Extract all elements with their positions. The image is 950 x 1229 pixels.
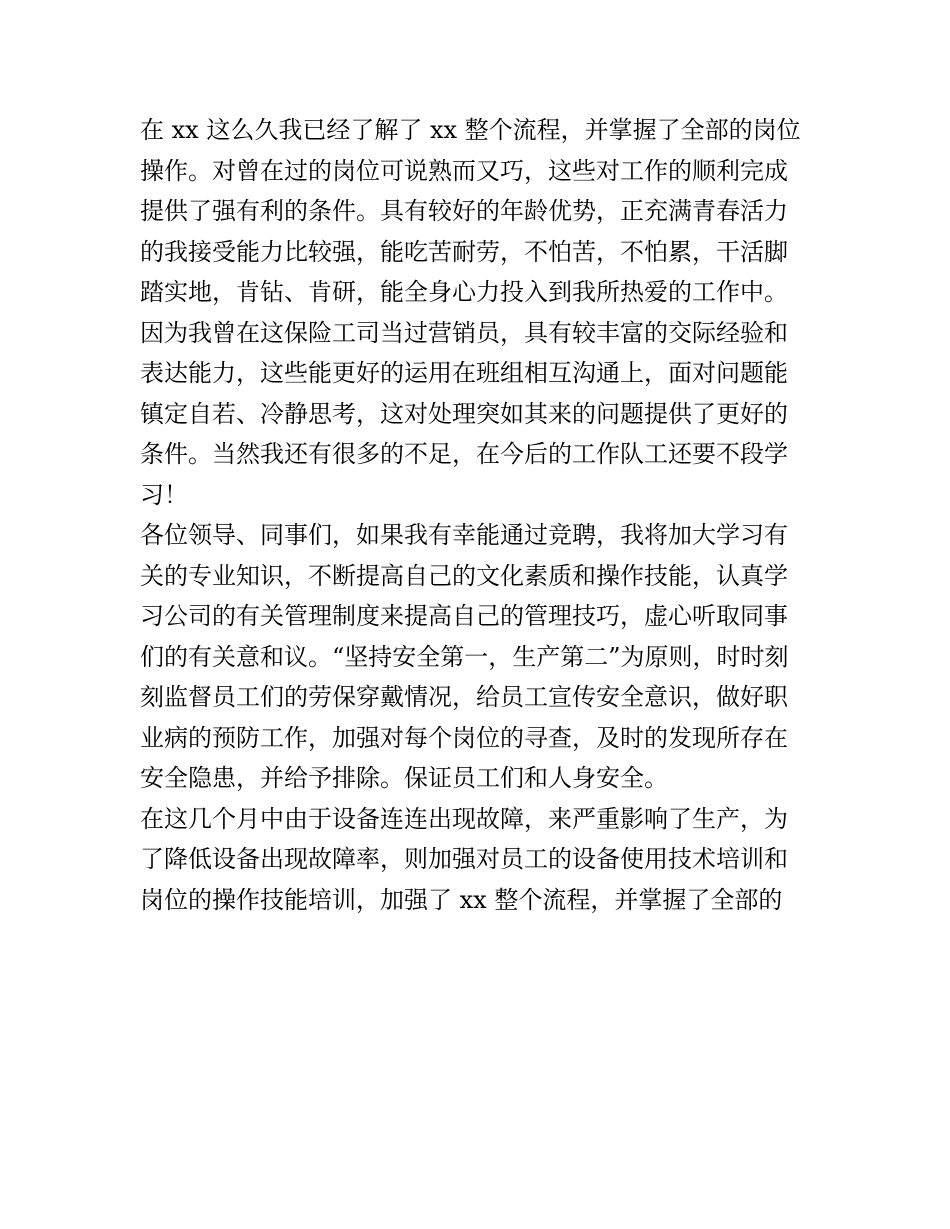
text-line: 踏实地，肯钻、肯研，能全身心力投入到我所热爱的工作中。 — [140, 278, 788, 306]
text-line: 因为我曾在这保险工司当过营销员，具有较丰富的交际经验和 — [140, 318, 788, 347]
text-line: 在这几个月中由于设备连连出现故障，来严重影响了生产，为 — [140, 804, 788, 833]
document-body — [140, 110, 820, 920]
text-line: 习！ — [140, 480, 188, 509]
paragraph-2 — [140, 515, 820, 799]
text-line: 镇定自若、冷静思考，这对处理突如其来的问题提供了更好的 — [140, 399, 788, 428]
text-line: 习公司的有关管理制度来提高自己的管理技巧，虚心听取同事 — [140, 602, 788, 630]
text-line: 条件。当然我还有很多的不足，在今后的工作队工还要不段学 — [140, 440, 788, 468]
text-line: 各位领导、同事们，如果我有幸能通过竞聘，我将加大学习有 — [140, 521, 788, 549]
text-line: 安全隐患，并给予排除。保证员工们和人身安全。 — [140, 764, 668, 792]
paragraph-3 — [140, 799, 820, 921]
text-line: 提供了强有利的条件。具有较好的年龄优势，正充满青春活力 — [140, 197, 788, 225]
text-line: 在 xx 这么久我已经了解了 xx 整个流程，并掌握了全部的岗位 — [140, 116, 801, 144]
paragraph-1 — [140, 110, 820, 515]
text-line: 的我接受能力比较强，能吃苦耐劳，不怕苦，不怕累，干活脚 — [140, 237, 788, 266]
text-line: 操作。对曾在过的岗位可说熟而又巧，这些对工作的顺利完成 — [140, 156, 788, 185]
text-line: 岗位的操作技能培训，加强了 xx 整个流程，并掌握了全部的 — [140, 885, 783, 914]
text-line: 刻监督员工们的劳保穿戴情况，给员工宣传安全意识，做好职 — [140, 683, 788, 711]
text-line: 们的有关意和议。“坚持安全第一，生产第二”为原则，时时刻 — [140, 642, 789, 671]
text-line: 表达能力，这些能更好的运用在班组相互沟通上，面对问题能 — [140, 359, 788, 387]
text-line: 关的专业知识，不断提高自己的文化素质和操作技能，认真学 — [140, 561, 788, 590]
text-line: 业病的预防工作，加强对每个岗位的寻查，及时的发现所存在 — [140, 723, 788, 752]
text-line: 了降低设备出现故障率，则加强对员工的设备使用技术培训和 — [140, 845, 788, 873]
